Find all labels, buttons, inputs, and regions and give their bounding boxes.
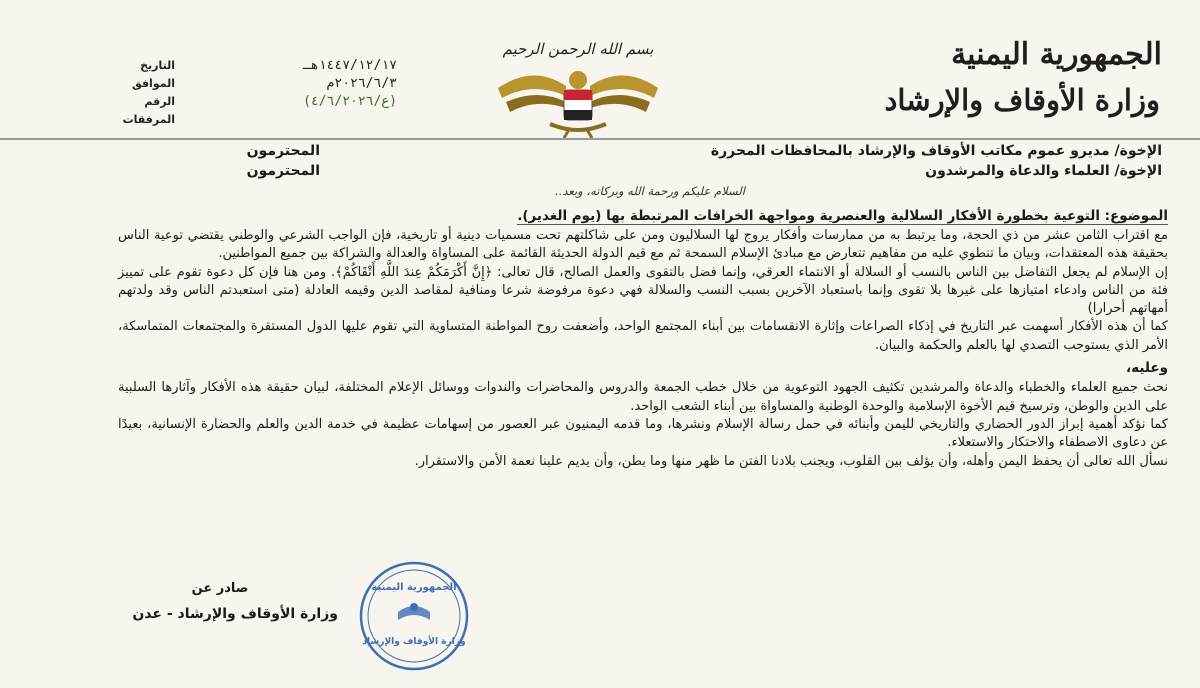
paragraph: كما نؤكد أهمية إبراز الدور الحضاري والتاريخي لليمن وأبنائه في حمل رسالة الإسلام ونشرها، وما قدمه اليمنيون عبر العصور من إسهامات عظيمة في خدمة الدين والعلم والحضارة الإنسانية، بعيدًا عن دعاوى الاصطفاء والاحتكار والاستعلاء. [118, 416, 1168, 451]
paragraph: نسأل الله تعالى أن يحفظ اليمن وأهله، وأن يؤلف بين القلوب، ويجنب بلادنا الفتن ما ظهر منها وما بطن، وأن يديم علينا نعمة الأمن والاستقرار. [414, 453, 1168, 469]
attachments-label: المرفقات [122, 112, 175, 126]
greeting: السلام عليكم ورحمة الله وبركاته، وبعد.. [555, 184, 745, 198]
republic-title: الجمهورية اليمنية [951, 37, 1162, 72]
subject-line: الموضوع: التوعية بخطورة الأفكار السلالية والعنصرية ومواجهة الخرافات المرتبطة بها (يوم الغدير). [517, 208, 1168, 224]
official-stamp-icon [358, 560, 470, 672]
meta-date-row [105, 56, 405, 74]
basmala-text: بسم الله الرحمن الرحيم [502, 40, 654, 58]
meta-number-row [105, 92, 405, 110]
corresponding-value: ٢٠٢٦/٦/٣م [326, 75, 397, 91]
paragraph: كما أن هذه الأفكار أسهمت عبر التاريخ في إذكاء الصراعات وإثارة الانقسامات بين أبناء المجتمع الواحد، وأضعفت روح المواطنة المتساوية التي تقوم عليها الدول المستقرة والمجتمعات المتماسكة، الأمر الذي يستوجب التصدي لها بالعلم والحكمة والبيان. [118, 319, 1168, 353]
addressee-honorific-1: المحترمون [246, 143, 320, 159]
paragraph: إن الإسلام لم يجعل التفاضل بين الناس بالنسب أو السلالة أو الانتماء العرقي، وإنما فضل بالتقوى والعمل الصالح، قال تعالى: ﴿إِنَّ أَكْرَمَكُمْ عِندَ اللَّهِ أَتْقَاكُمْ﴾. ومن هنا فإن كل دعوة تقوم على تمييز فئة من الناس وادعاء امتيازها على غيرها بلا تقوى وإنما باستعباد الآخرين بسبب النسب والسلالة فهي دعوة مرفوضة شرعا ومنافية لمقاصد الدين وقيمه العادلة (متى استعبدتم الناس وقد ولدتهم أمهاتهم أحرارا) [118, 264, 1168, 317]
document-meta [105, 56, 405, 128]
addressee-honorific-2: المحترمون [246, 163, 320, 179]
meta-corresponding-row [105, 74, 405, 92]
stamp-bottom-text: وزارة الأوقاف والإرشاد [362, 637, 466, 647]
paragraph: نحث جميع العلماء والخطباء والدعاة والمرشدين تكثيف الجهود التوعوية من خلال خطب الجمعة والدروس والمحاضرات والندوات ووسائل الإعلام المختلفة، لبيان حقيقة هذه الأفكار وآثارها السلبية على الدين والوطن، وترسيخ قيم الأخوة الإسلامية والوحدة الوطنية والمساواة بين أبناء الشعب الواحد. [118, 380, 1168, 414]
number-label: الرقم [144, 94, 175, 108]
meta-attachments-row [105, 110, 405, 128]
issued-from: صادر عن [191, 581, 249, 596]
letter-body [118, 205, 1168, 471]
ministry-title: وزارة الأوقاف والإرشاد [884, 83, 1160, 117]
header-divider [0, 138, 1200, 140]
stamp-top-text: الجمهورية اليمنية [371, 582, 457, 593]
addressee-line-1: الإخوة/ مديرو عموم مكاتب الأوقاف والإرشاد بالمحافظات المحررة [710, 143, 1162, 159]
paragraph: مع اقتراب الثامن عشر من ذي الحجة، وما يرتبط به من ممارسات وأفكار يروج لها السلاليون ومن على شاكلتهم تحت مسميات دينية أو تاريخية، فإن الواجب الشرعي والوطني يقتضي توعية الناس بحقيقة هذه المعتقدات، وبيان ما تنطوي عليه من مفاهيم تتعارض مع مبادئ الإسلام السمحة ثم مع قيم الدولة الحديثة القائمة على المساواة والعدالة والشراكة بين جميع المواطنين. [118, 228, 1168, 262]
eagle-emblem-icon [478, 36, 678, 140]
corresponding-label: الموافق [131, 76, 175, 90]
date-label: التاريخ [140, 58, 175, 72]
therefore-heading: وعليه، [1126, 360, 1168, 377]
issuing-ministry: وزارة الأوقاف والإرشاد - عدن [132, 606, 338, 622]
date-value: ١٤٤٧/١٢/١٧هـ [303, 57, 397, 73]
number-value: (ع/٤/٦/٢٠٢٦) [303, 93, 397, 109]
addressee-line-2: الإخوة/ العلماء والدعاة والمرشدون [925, 163, 1162, 179]
